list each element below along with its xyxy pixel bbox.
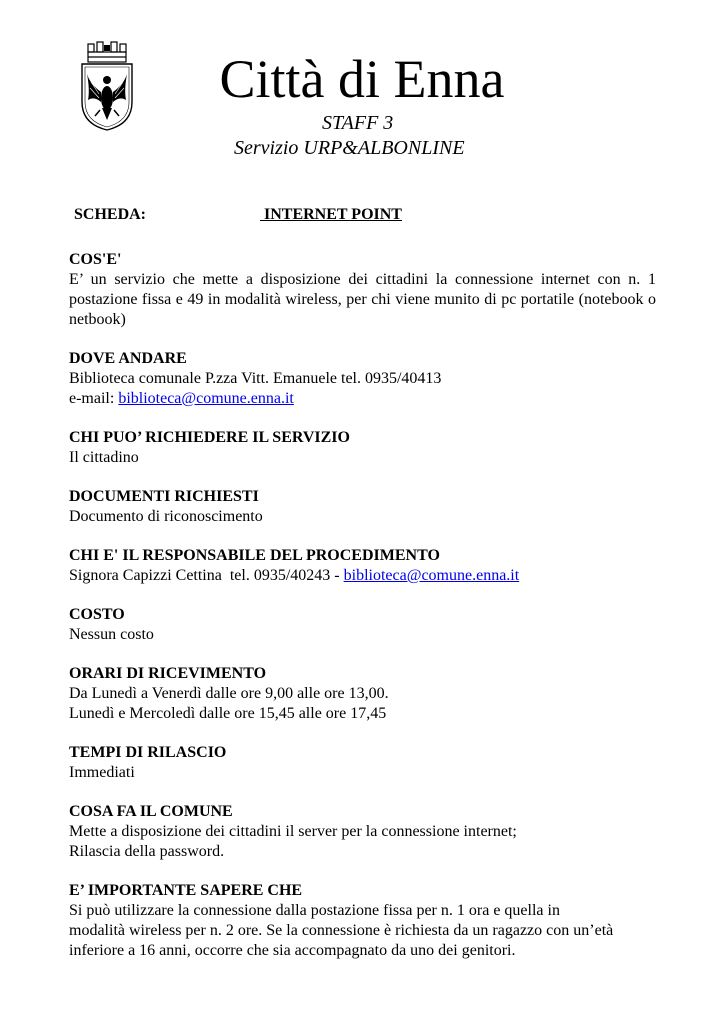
email-link[interactable]: biblioteca@comune.enna.it	[343, 567, 520, 584]
document-body	[69, 205, 656, 980]
email-link[interactable]: biblioteca@comune.enna.it	[118, 390, 294, 407]
section-title: ORARI DI RICEVIMENTO	[69, 665, 267, 682]
section-text: E’ un servizio che mette a disposizione dei cittadini la connessione internet con n. 1 postazione fissa e 49 in modalità wireless, per chi viene munito di pc portatile (notebook o netbook)	[69, 271, 656, 328]
section-title: CHI PUO’ RICHIEDERE IL SERVIZIO	[69, 429, 350, 446]
section-text: Si può utilizzare la connessione dalla postazione fissa per n. 1 ora e quella in	[69, 902, 560, 919]
section-documenti	[69, 487, 656, 527]
section-text: Nessun costo	[69, 626, 154, 643]
section-title: COSTO	[69, 606, 125, 623]
section-title: TEMPI DI RILASCIO	[69, 744, 227, 761]
section-title: E’ IMPORTANTE SAPERE CHE	[69, 882, 303, 899]
section-text: inferiore a 16 anni, occorre che sia accompagnato da uno dei genitori.	[69, 942, 516, 959]
scheda-value: INTERNET POINT	[260, 206, 402, 223]
scheda-label: SCHEDA:	[74, 206, 147, 223]
section-costo	[69, 605, 656, 645]
section-text: Biblioteca comunale P.zza Vitt. Emanuele tel. 0935/40413	[69, 370, 442, 387]
section-responsabile	[69, 546, 656, 586]
section-text: Il cittadino	[69, 449, 139, 466]
section-text: Immediati	[69, 764, 135, 781]
city-title: Città di Enna	[219, 49, 505, 109]
section-text: modalità wireless per n. 2 ore. Se la connessione è richiesta da un ragazzo con un’età	[69, 922, 614, 939]
section-text	[69, 566, 656, 586]
section-dove	[69, 349, 656, 409]
responsabile-text: Signora Capizzi Cettina tel. 0935/40243 -	[69, 567, 344, 584]
section-text: Documento di riconoscimento	[69, 508, 263, 525]
staff-label: STAFF 3	[322, 112, 394, 134]
section-cose	[69, 250, 656, 330]
section-comune	[69, 802, 656, 862]
service-label: Servizio URP&ALBONLINE	[234, 137, 465, 159]
email-prefix: e-mail:	[69, 390, 119, 407]
section-title: COS'E'	[69, 251, 122, 268]
email-line	[69, 389, 656, 409]
section-title: CHI E' IL RESPONSABILE DEL PROCEDIMENTO	[69, 547, 440, 564]
section-text: Rilascia della password.	[69, 843, 225, 860]
section-text: Mette a disposizione dei cittadini il server per la connessione internet;	[69, 823, 517, 840]
section-text: Lunedì e Mercoledì dalle ore 15,45 alle ore 17,45	[69, 705, 387, 722]
section-chi-puo	[69, 428, 656, 468]
section-orari	[69, 664, 656, 724]
section-tempi	[69, 743, 656, 783]
scheda-row	[69, 205, 656, 225]
section-text: Da Lunedì a Venerdì dalle ore 9,00 alle ore 13,00.	[69, 685, 389, 702]
section-importante	[69, 881, 656, 961]
section-title: DOVE ANDARE	[69, 350, 187, 367]
section-title: DOCUMENTI RICHIESTI	[69, 488, 259, 505]
section-title: COSA FA IL COMUNE	[69, 803, 233, 820]
